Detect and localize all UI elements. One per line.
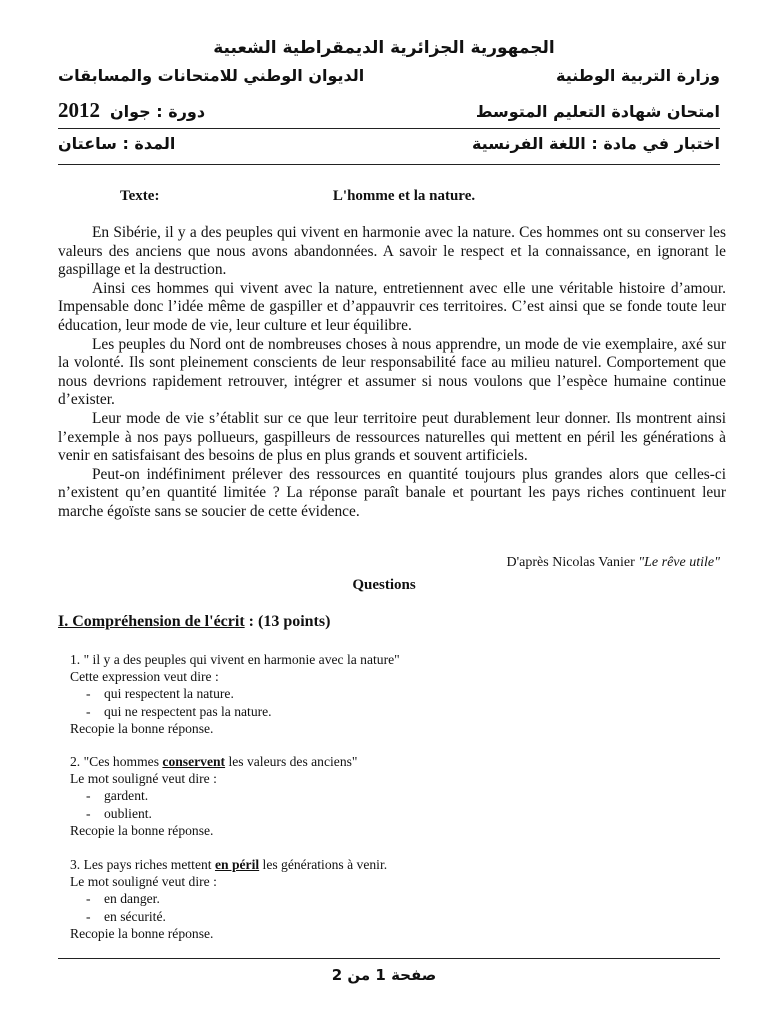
paragraph: Les peuples du Nord ont de nombreuses choses à nous apprendre, un mode de vie exemplaire, axé sur la volonté. Ils sont pleinement conscients de leur responsabilité face au milieu naturel. Comportement que nous devrions rapidement retrouver, intégrer et assumer si nous voulons que l’espèce humaine continue d’exister. bbox=[58, 335, 726, 409]
header-divider-1 bbox=[58, 128, 720, 129]
section-label: I. Compréhension de l'écrit bbox=[58, 613, 245, 630]
section-points: : (13 points) bbox=[244, 613, 331, 630]
q2-instruction: Le mot souligné veut dire : bbox=[70, 771, 217, 787]
section-heading bbox=[58, 613, 330, 631]
text-title: L'homme et la nature. bbox=[332, 188, 476, 204]
q3-task: Recopie la bonne réponse. bbox=[70, 925, 214, 941]
q3-statement: 3. Les pays riches mettent en péril les générations à venir. bbox=[70, 857, 388, 872]
paragraph: Ainsi ces hommes qui vivent avec la nature, entretiennent avec elle une véritable histoire d’amour. Impensable donc l’idée même de gaspiller et d’appauvrir ces territoires. C’est ainsi que se fonde toute leur éducation, leur mode de vie, leur culture et leur équilibre. bbox=[58, 279, 726, 334]
q3-option-1: - en danger. bbox=[86, 891, 160, 907]
office-name: الديوان الوطني للامتحانات والمسابقات bbox=[58, 66, 365, 85]
page-number: صفحة 1 من 2 bbox=[331, 966, 437, 984]
source-work: "Le rêve utile" bbox=[638, 555, 720, 570]
session bbox=[58, 98, 205, 123]
question-1 bbox=[70, 651, 710, 737]
exam-duration: المدة : ساعتان bbox=[58, 134, 176, 153]
text-label: Texte: bbox=[120, 188, 160, 204]
text-source bbox=[507, 555, 720, 571]
q1-option-2: - qui ne respectent pas la nature. bbox=[86, 703, 272, 719]
paragraph: En Sibérie, il y a des peuples qui vivent en harmonie avec la nature. Ces hommes ont su conserver les valeurs des anciens que nous avons abandonnées. A savoir le respect et la connaissance, en ignorant le gaspillage et la destruction. bbox=[58, 224, 726, 279]
ministry-name: وزارة التربية الوطنية bbox=[555, 66, 720, 85]
exam-subject: اختبار في مادة : اللغة الفرنسية bbox=[471, 134, 720, 153]
exam-name: امتحان شهادة التعليم المتوسط bbox=[475, 102, 720, 121]
header-divider-2 bbox=[58, 164, 720, 165]
q1-option-1: - qui respectent la nature. bbox=[86, 686, 234, 702]
question-3 bbox=[70, 856, 710, 942]
q2-statement: 2. "Ces hommes conservent les valeurs des anciens" bbox=[70, 754, 358, 769]
session-year: 2012 bbox=[58, 98, 100, 122]
header-row-2 bbox=[58, 98, 720, 123]
text-body bbox=[58, 224, 726, 522]
q1-task: Recopie la bonne réponse. bbox=[70, 720, 214, 736]
source-author: D'après Nicolas Vanier bbox=[506, 555, 635, 570]
q1-instruction: Cette expression veut dire : bbox=[70, 669, 219, 685]
republic-title: الجمهورية الجزائرية الديمقراطية الشعبية bbox=[213, 38, 555, 58]
q3-option-2: - en sécurité. bbox=[86, 908, 166, 924]
questions-title: Questions bbox=[352, 577, 416, 593]
header-row-3 bbox=[58, 134, 720, 153]
q3-underlined-word: en péril bbox=[214, 857, 260, 872]
paragraph: Leur mode de vie s’établit sur ce que leur territoire peut durablement leur donner. Ils montrent ainsi l’exemple à nos pays pollueurs, gaspilleurs de ressources naturelles qui mettent en péril les générations à venir en satisfaisant des besoins de plus en plus grands et souvent artificiels. bbox=[58, 409, 726, 465]
q1-statement: 1. " il y a des peuples qui vivent en harmonie avec la nature" bbox=[70, 652, 400, 667]
q3-instruction: Le mot souligné veut dire : bbox=[70, 874, 217, 890]
header-row-1 bbox=[58, 66, 720, 85]
footer-divider bbox=[58, 958, 720, 959]
session-label: دورة : جوان bbox=[110, 102, 206, 121]
q2-option-1: - gardent. bbox=[86, 788, 149, 804]
question-2 bbox=[70, 753, 710, 839]
q2-underlined-word: conservent bbox=[162, 754, 226, 769]
q2-option-2: - oublient. bbox=[86, 805, 152, 821]
q2-task: Recopie la bonne réponse. bbox=[70, 822, 214, 838]
paragraph: Peut-on indéfiniment prélever des ressources en quantité toujours plus grandes alors que celles-ci n’existent qu’en quantité limitée ? La réponse paraît banale et pourtant les pays riches continuent leur marche égoïste sans se soucier de cette évidence. bbox=[58, 465, 726, 520]
